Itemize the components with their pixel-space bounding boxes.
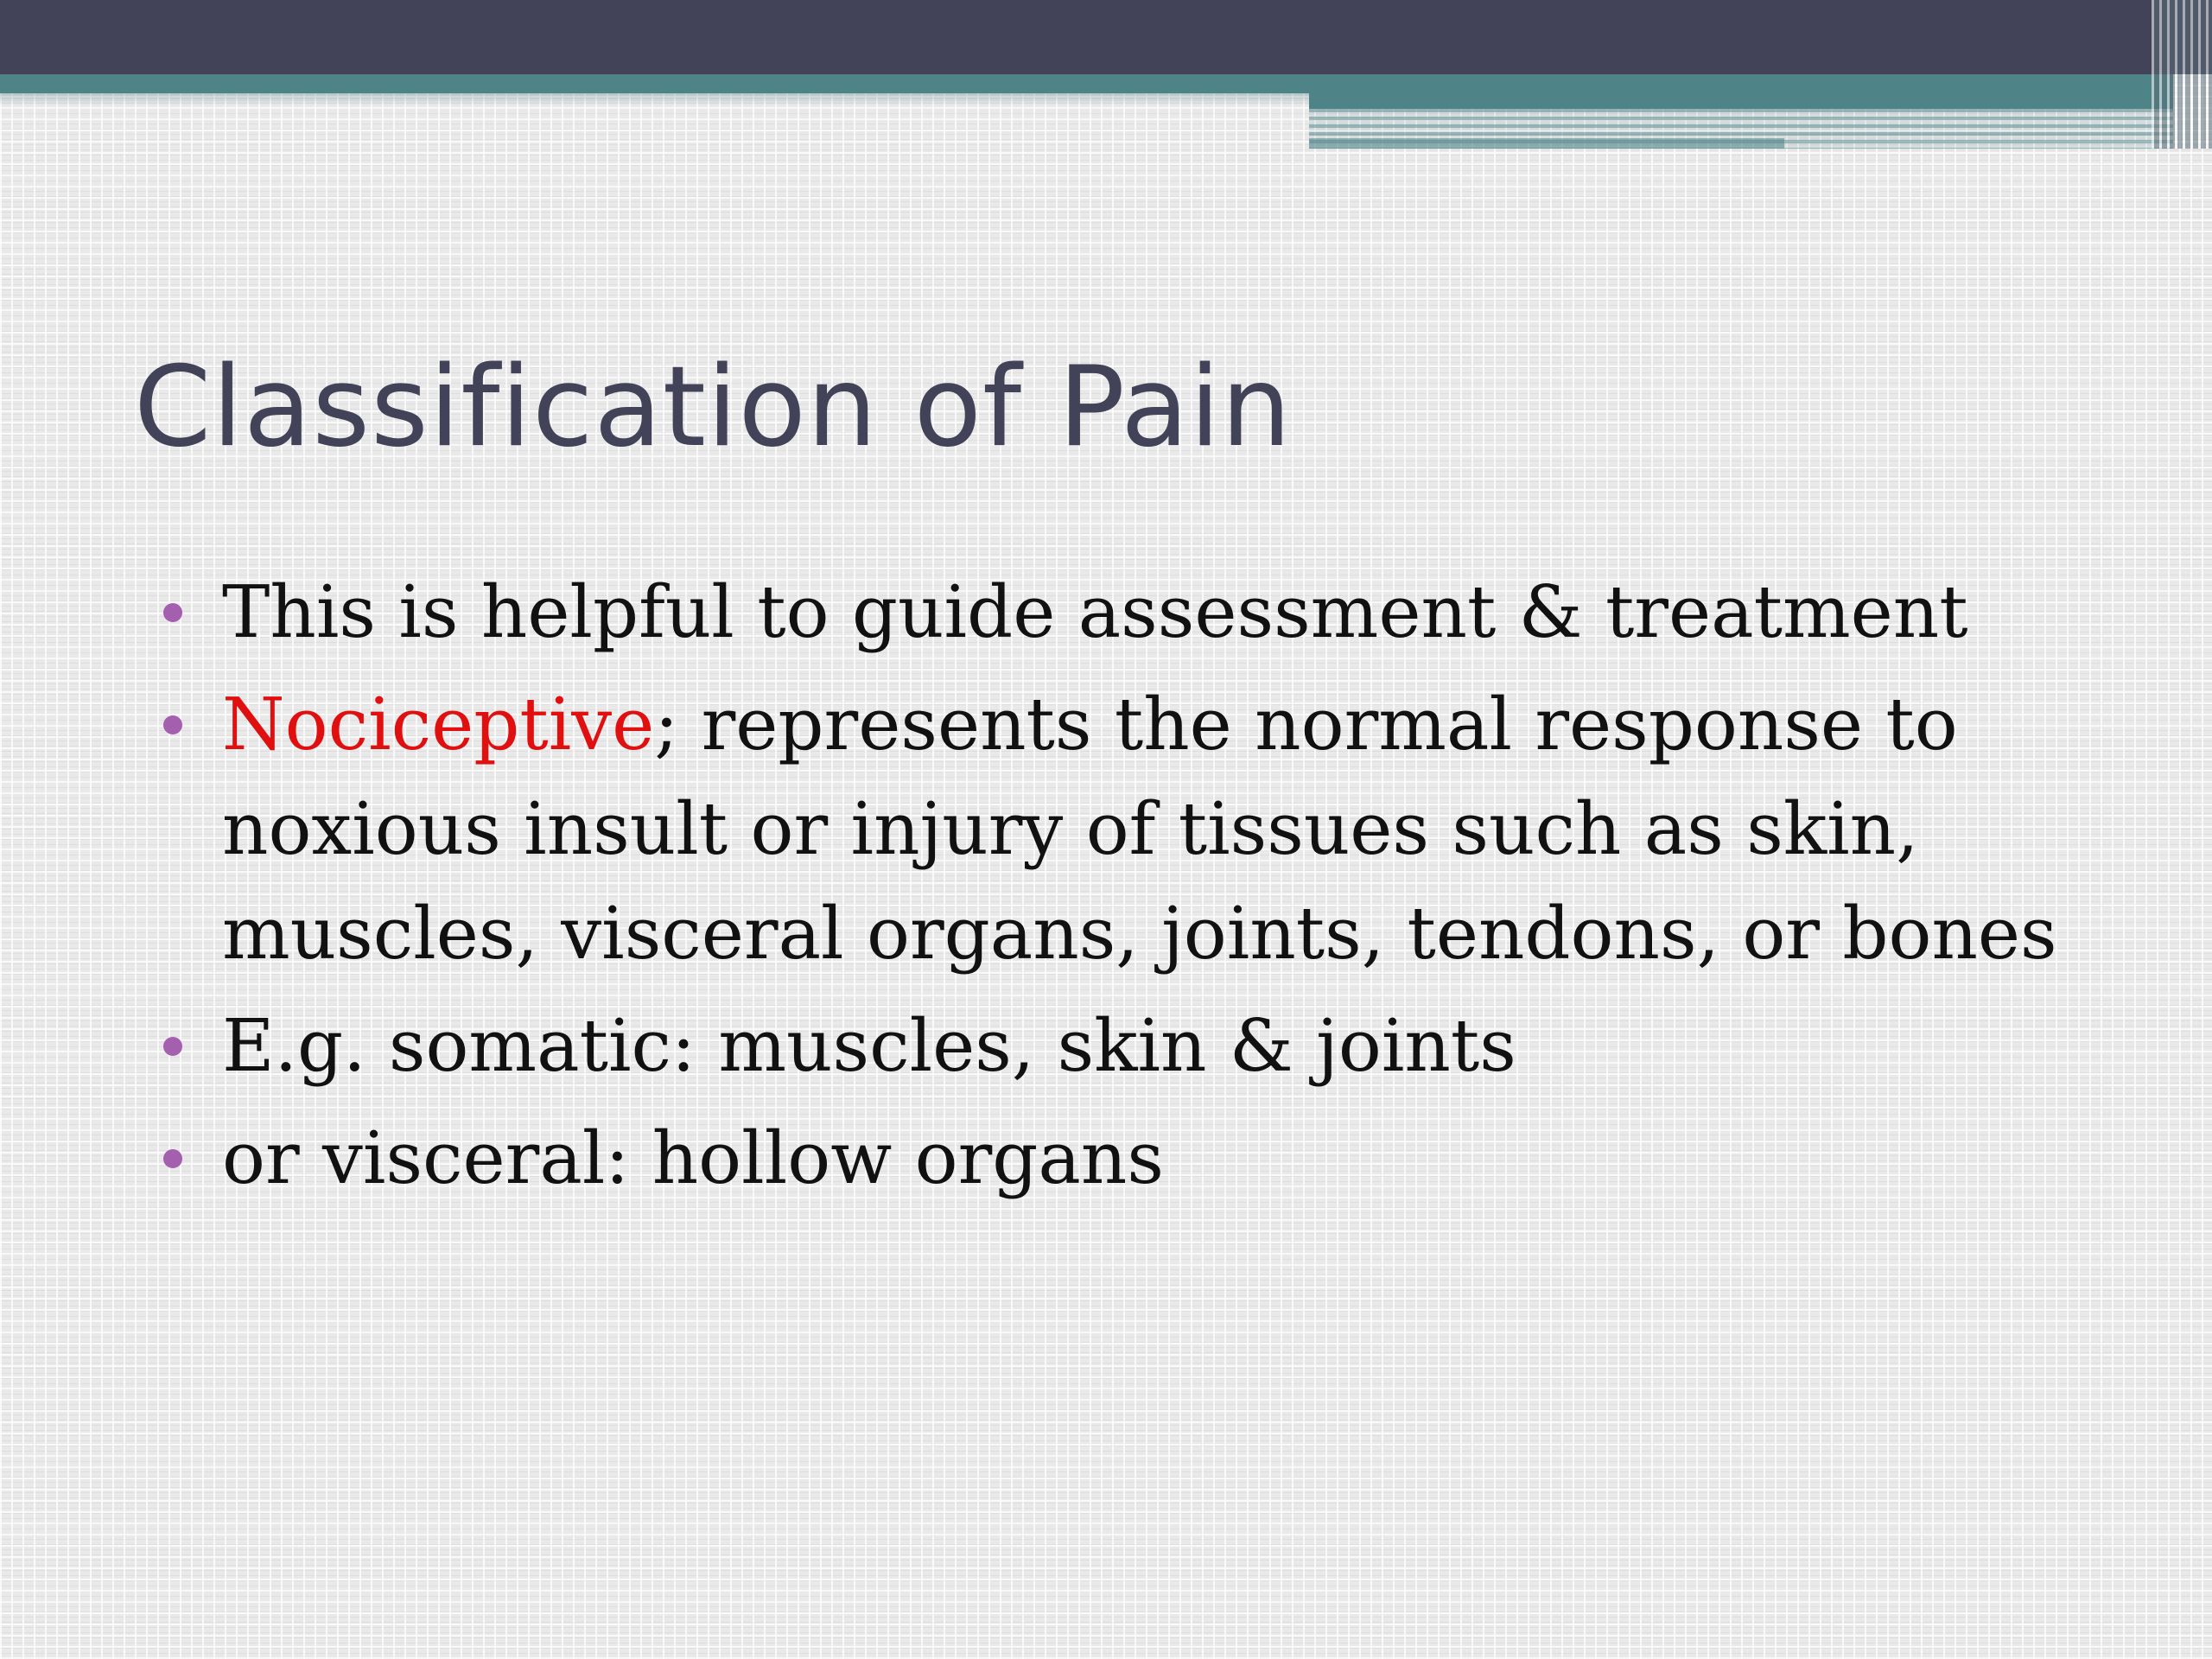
accent-band-step — [1309, 74, 2173, 109]
bullet-list — [160, 560, 2078, 1218]
bullet-item — [160, 994, 2078, 1098]
accent-band — [0, 74, 1309, 93]
bullet-text: or visceral: hollow organs — [222, 1116, 1164, 1200]
edge-stripes — [2152, 0, 2212, 149]
accent-stripes — [1309, 109, 2173, 149]
bullet-item — [160, 560, 2078, 664]
bullet-item — [160, 672, 2078, 986]
bullet-text: This is helpful to guide assessment & treatment — [222, 570, 1968, 654]
bullet-text: E.g. somatic: muscles, skin & joints — [222, 1004, 1516, 1088]
header-bar — [0, 0, 2212, 74]
bullet-dot-icon — [163, 1037, 182, 1056]
slide-title: Classification of Pain — [134, 343, 1293, 472]
bullet-dot-icon — [163, 603, 182, 622]
bullet-text: ; represents the normal response to noxious insult or injury of tissues such as skin, muscles, visceral organs, joints, tendons, or bones — [222, 683, 2057, 976]
bullet-item — [160, 1106, 2078, 1211]
highlighted-term: Nociceptive — [222, 683, 655, 766]
bullet-dot-icon — [163, 715, 182, 734]
bullet-dot-icon — [163, 1149, 182, 1168]
accent-band-shadow — [0, 93, 1309, 105]
